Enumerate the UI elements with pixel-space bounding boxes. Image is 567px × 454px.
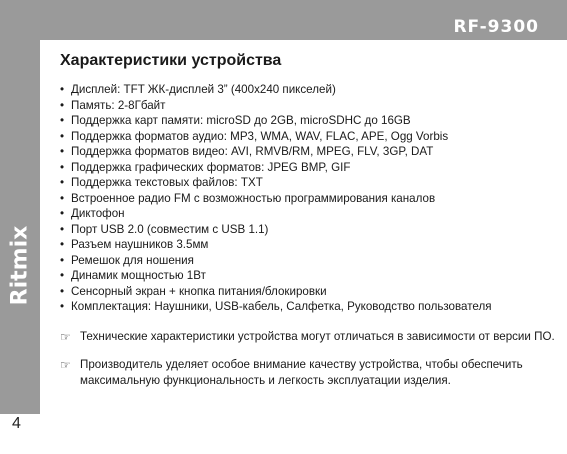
spec-item: • Комплектация: Наушники, USB-кабель, Салфетка, Руководство пользователя <box>60 299 555 315</box>
spec-item: • Поддержка форматов аудио: MP3, WMA, WAV, FLAC, APE, Ogg Vorbis <box>60 129 555 145</box>
spec-item: • Ремешок для ношения <box>60 253 555 269</box>
spec-list <box>60 82 555 315</box>
spec-item: • Сенсорный экран + кнопка питания/блокировки <box>60 284 555 300</box>
pointing-hand-icon: ☞ <box>60 329 71 344</box>
spec-item: • Поддержка карт памяти: microSD до 2GB, microSDHC до 16GB <box>60 113 555 129</box>
sidebar-band <box>0 40 40 454</box>
header-band <box>0 0 567 40</box>
note-text: Технические характеристики устройства могут отличаться в зависимости от версии ПО. <box>80 329 555 343</box>
note-item <box>60 357 555 389</box>
brand-logo-text: Ritmix <box>7 225 33 305</box>
model-name: RF-9300 <box>453 17 539 37</box>
spec-item: • Дисплей: TFT ЖК-дисплей 3” (400х240 пикселей) <box>60 82 555 98</box>
spec-item: • Разъем наушников 3.5мм <box>60 237 555 253</box>
spec-item: • Диктофон <box>60 206 555 222</box>
spec-item: • Динамик мощностью 1Вт <box>60 268 555 284</box>
page-number: 4 <box>12 415 21 432</box>
pointing-hand-icon: ☞ <box>60 357 71 372</box>
note-item <box>60 329 555 345</box>
brand-logo <box>4 210 36 320</box>
page-title: Характеристики устройства <box>60 52 282 69</box>
spec-item: • Поддержка текстовых файлов: TXT <box>60 175 555 191</box>
spec-item: • Порт USB 2.0 (совместим с USB 1.1) <box>60 222 555 238</box>
spec-item: • Встроенное радио FM с возможностью программирования каналов <box>60 191 555 207</box>
notes-section <box>60 329 555 389</box>
spec-item: • Поддержка форматов видео: AVI, RMVB/RM, MPEG, FLV, 3GP, DAT <box>60 144 555 160</box>
main-content <box>60 52 555 401</box>
spec-item: • Поддержка графических форматов: JPEG BMP, GIF <box>60 160 555 176</box>
note-text: Производитель уделяет особое внимание качеству устройства, чтобы обеспечить максимальную функциональность и легкость эксплуатации изделия. <box>80 357 523 387</box>
spec-item: • Память: 2-8Гбайт <box>60 98 555 114</box>
